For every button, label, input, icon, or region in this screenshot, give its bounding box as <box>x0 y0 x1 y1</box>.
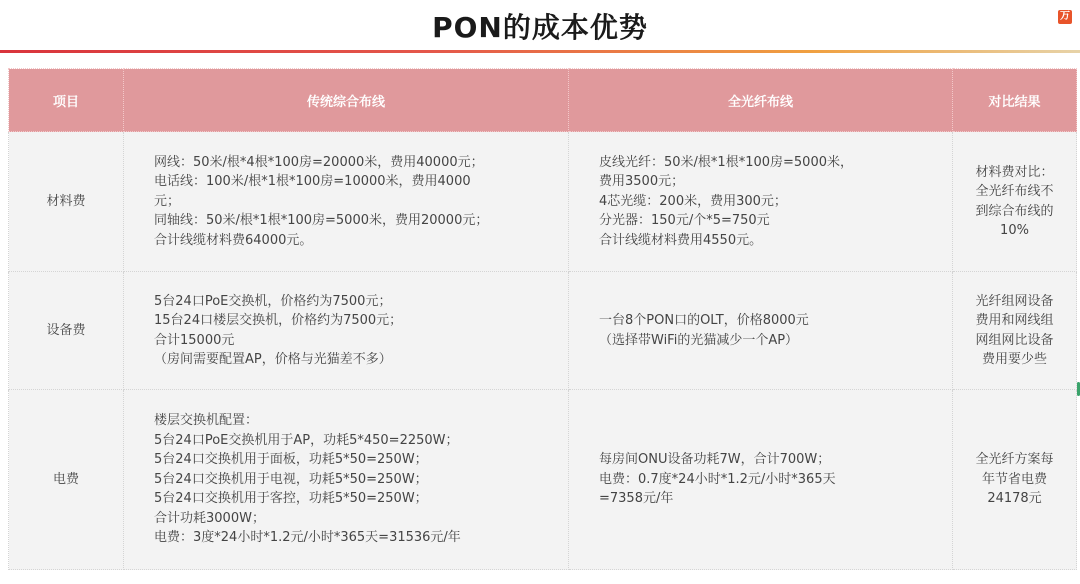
table-body <box>9 132 1077 570</box>
cell-result <box>953 132 1077 272</box>
cell-line: 4芯光缆：200米，费用300元； <box>599 193 787 209</box>
cell-item: 电费 <box>9 390 124 570</box>
header-traditional: 传统综合布线 <box>124 69 569 132</box>
cell-line: 网线：50米/根*4根*100房=20000米，费用40000元； <box>154 154 484 170</box>
table-row <box>9 272 1077 390</box>
cell-line: 电费：3度*24小时*1.2元/小时*365天=31536元/年 <box>154 530 461 546</box>
cell-line: 全光纤布线不 <box>975 184 1054 199</box>
cell-fiber <box>569 132 953 272</box>
cell-line: 一台8个PON口的OLT，价格8000元 <box>599 313 809 328</box>
cell-line: 皮线光纤：50米/根*1根*100房=5000米， <box>599 154 853 170</box>
cell-line: 分光器：150元/个*5=750元 <box>599 213 770 229</box>
brand-logo-icon: 万 <box>1060 11 1070 22</box>
cell-line: 费用和网线组 <box>975 313 1054 328</box>
table-header-row <box>9 69 1077 132</box>
cell-line: 费用要少些 <box>981 352 1047 367</box>
table-row <box>9 132 1077 272</box>
cell-line: 5台24口PoE交换机，价格约为7500元； <box>154 293 392 309</box>
cell-line: 合计线缆材料费用4550元。 <box>599 232 763 248</box>
cell-line: 5台24口PoE交换机用于AP，功耗5*450=2250W； <box>154 432 459 448</box>
cell-line: 元； <box>154 193 181 209</box>
cell-line: 合计线缆材料费64000元。 <box>154 232 313 248</box>
cell-line: 5台24口交换机用于面板，功耗5*50=250W； <box>154 452 428 468</box>
cell-item: 材料费 <box>9 132 124 272</box>
cell-line: 24178元 <box>987 491 1042 507</box>
cell-line: 网组网比设备 <box>975 332 1054 348</box>
cell-line: =7358元/年 <box>599 491 674 507</box>
cell-line: 费用3500元； <box>599 174 685 190</box>
cell-line: 15台24口楼层交换机，价格约为7500元； <box>154 313 403 328</box>
cell-line: （选择带WiFi的光猫减少一个AP） <box>599 332 799 348</box>
title-divider <box>0 50 1080 53</box>
cell-line: 电话线：100米/根*1根*100房=10000米，费用4000 <box>154 174 471 190</box>
cell-item: 设备费 <box>9 272 124 390</box>
cell-fiber <box>569 390 953 570</box>
cell-line: （房间需要配置AP，价格与光猫差不多） <box>154 352 392 367</box>
header-result: 对比结果 <box>953 69 1077 132</box>
cell-traditional <box>124 132 569 272</box>
cell-line: 到综合布线的 <box>975 203 1054 219</box>
header-item: 项目 <box>9 69 124 132</box>
cell-line: 同轴线：50米/根*1根*100房=5000米，费用20000元； <box>154 213 489 229</box>
table-row <box>9 390 1077 570</box>
cell-result <box>953 390 1077 570</box>
cell-result <box>953 272 1077 390</box>
cost-comparison-table <box>8 68 1077 570</box>
cell-line: 电费：0.7度*24小时*1.2元/小时*365天 <box>599 471 836 487</box>
cell-line: 5台24口交换机用于客控，功耗5*50=250W； <box>154 491 428 507</box>
cell-line: 楼层交换机配置： <box>154 413 259 429</box>
header-fiber: 全光纤布线 <box>569 69 953 132</box>
cell-line: 每房间ONU设备功耗7W，合计700W； <box>599 452 831 468</box>
cell-line: 材料费对比： <box>975 164 1054 180</box>
cell-line: 年节省电费 <box>981 471 1047 487</box>
cell-line: 10% <box>1000 223 1029 238</box>
cell-traditional <box>124 272 569 390</box>
cell-line: 5台24口交换机用于电视，功耗5*50=250W； <box>154 471 428 487</box>
cell-line: 光纤组网设备 <box>975 293 1054 309</box>
cell-line: 合计15000元 <box>154 332 235 348</box>
page-title: PON的成本优势 <box>432 11 648 44</box>
cell-traditional <box>124 390 569 570</box>
cell-fiber <box>569 272 953 390</box>
cell-line: 全光纤方案每 <box>975 452 1054 468</box>
cell-line: 合计功耗3000W； <box>154 510 265 526</box>
